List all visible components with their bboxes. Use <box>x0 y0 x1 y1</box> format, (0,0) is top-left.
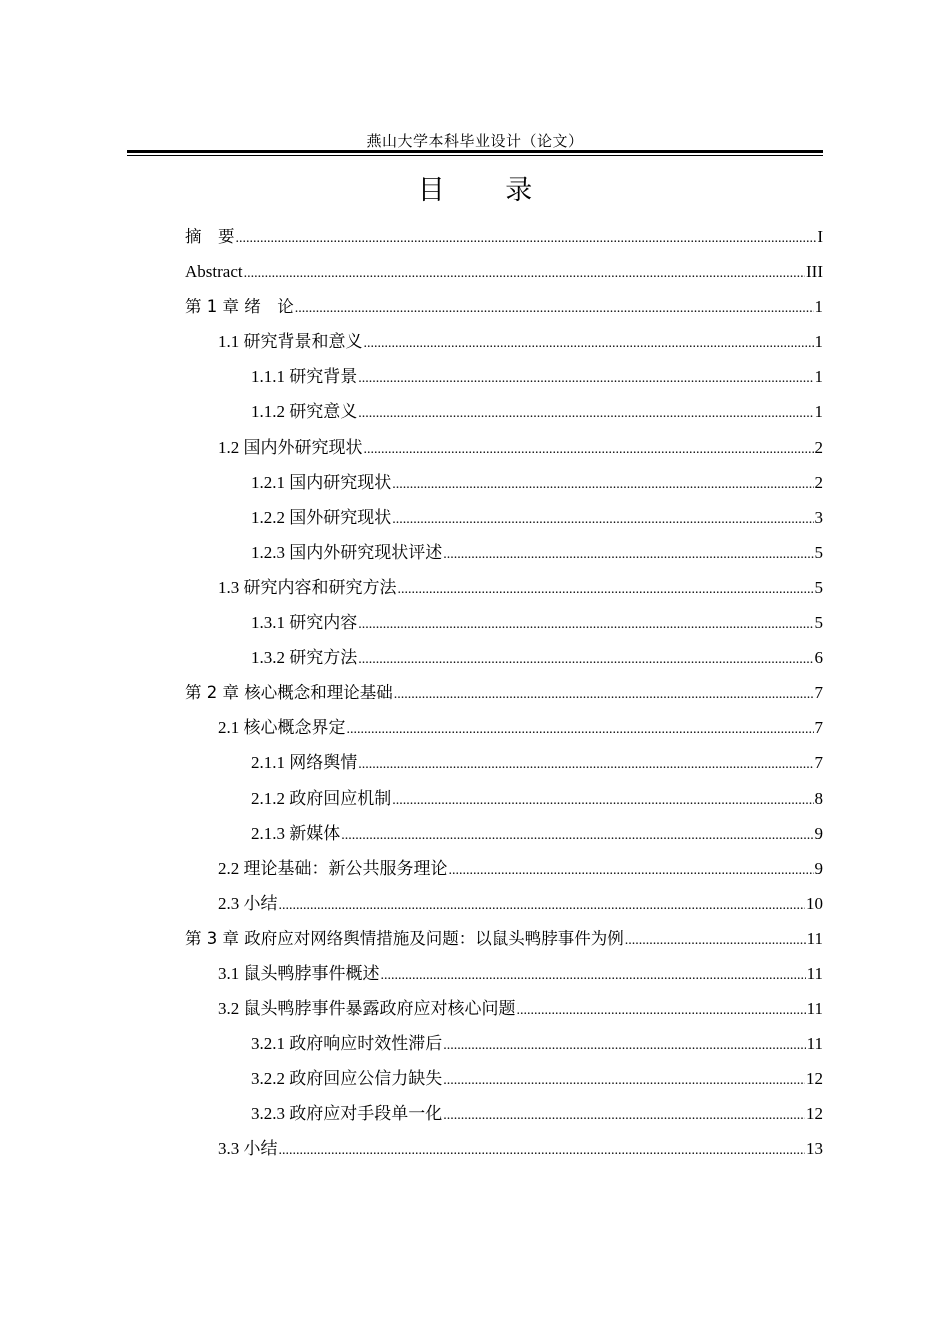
toc-entry-page-number: 13 <box>806 1139 823 1159</box>
toc-entry-page-number: I <box>817 227 823 246</box>
toc-entry-label: 2.1 核心概念界定 <box>218 718 346 738</box>
header-rule-thick <box>127 150 823 153</box>
toc-entry[interactable] <box>185 219 823 254</box>
toc-dot-leader <box>392 783 813 818</box>
toc-entry-label: 1.1.1 研究背景 <box>251 367 358 387</box>
toc-entry-label: 1.1 研究背景和意义 <box>218 332 363 352</box>
toc-entry[interactable] <box>185 1026 823 1061</box>
toc-entry-label: 3.2.3 政府应对手段单一化 <box>251 1104 443 1124</box>
toc-entry-label: Abstract <box>185 262 243 282</box>
toc-entry-label: 1.2 国内外研究现状 <box>218 437 363 457</box>
toc-entry-page-number: 5 <box>814 542 823 562</box>
toc-entry-page-number: 12 <box>806 1104 823 1124</box>
toc-dot-leader <box>358 642 813 677</box>
toc-entry-page-number: 2 <box>814 472 823 492</box>
toc-entry-label: 1.2.2 国外研究现状 <box>251 507 392 527</box>
toc-entry[interactable] <box>185 1131 823 1166</box>
toc-entry-page-number: 5 <box>814 577 823 597</box>
toc-entry-page-number: 7 <box>814 753 823 773</box>
toc-dot-leader <box>341 818 813 853</box>
toc-entry-label: 3.2 鼠头鸭脖事件暴露政府应对核心问题 <box>218 999 516 1019</box>
toc-entry[interactable] <box>185 816 823 851</box>
toc-entry[interactable] <box>185 254 823 289</box>
toc-entry-page-number: 11 <box>806 999 823 1019</box>
toc-entry-page-number: 6 <box>814 648 823 668</box>
toc-dot-leader <box>279 888 806 923</box>
toc-entry-label: 第 1 章 绪 论 <box>185 297 294 317</box>
table-of-contents <box>185 219 823 1167</box>
toc-dot-leader <box>236 221 817 256</box>
toc-entry-label: 3.2.1 政府响应时效性滞后 <box>251 1034 443 1054</box>
toc-entry[interactable] <box>185 991 823 1026</box>
document-header: 燕山大学本科毕业设计（论文） <box>366 134 584 150</box>
toc-entry-label: 2.1.3 新媒体 <box>251 823 341 843</box>
toc-dot-leader <box>392 502 813 537</box>
toc-dot-leader <box>625 923 806 958</box>
toc-entry-label: 3.3 小结 <box>218 1139 278 1159</box>
toc-entry-label: 2.2 理论基础：新公共服务理论 <box>218 858 448 878</box>
toc-entry[interactable] <box>185 640 823 675</box>
toc-dot-leader <box>449 853 814 888</box>
toc-dot-leader <box>443 1063 805 1098</box>
header-rule-thin <box>127 155 823 156</box>
toc-entry[interactable] <box>185 289 823 324</box>
toc-entry-page-number: 12 <box>806 1069 823 1089</box>
toc-dot-leader <box>381 958 806 993</box>
toc-dot-leader <box>244 256 805 291</box>
toc-entry[interactable] <box>185 710 823 745</box>
toc-entry-page-number: 9 <box>814 823 823 843</box>
toc-dot-leader <box>347 712 814 747</box>
toc-entry-label: 2.3 小结 <box>218 893 278 913</box>
toc-entry[interactable] <box>185 851 823 886</box>
toc-entry-label: 1.2.3 国内外研究现状评述 <box>251 542 443 562</box>
toc-dot-leader <box>398 572 814 607</box>
toc-dot-leader <box>394 677 814 712</box>
toc-dot-leader <box>279 1133 806 1168</box>
toc-dot-leader <box>358 396 813 431</box>
toc-entry-page-number: 1 <box>814 367 823 387</box>
toc-entry[interactable] <box>185 605 823 640</box>
toc-entry[interactable] <box>185 921 823 956</box>
toc-entry[interactable] <box>185 781 823 816</box>
toc-entry[interactable] <box>185 570 823 605</box>
toc-entry-page-number: 9 <box>814 858 823 878</box>
toc-dot-leader <box>517 993 806 1028</box>
toc-entry-label: 第 3 章 政府应对网络舆情措施及问题：以鼠头鸭脖事件为例 <box>185 928 624 948</box>
toc-entry[interactable] <box>185 500 823 535</box>
toc-entry[interactable] <box>185 394 823 429</box>
toc-entry-label: 1.1.2 研究意义 <box>251 402 358 422</box>
toc-entry-label: 2.1.2 政府回应机制 <box>251 788 392 808</box>
toc-entry-page-number: 7 <box>814 683 823 703</box>
toc-entry-page-number: 11 <box>806 1034 823 1054</box>
toc-entry-page-number: 11 <box>806 963 823 983</box>
toc-entry-label: 3.1 鼠头鸭脖事件概述 <box>218 963 380 983</box>
toc-entry-page-number: 5 <box>814 613 823 633</box>
toc-entry-label: 第 2 章 核心概念和理论基础 <box>185 683 393 703</box>
toc-entry-page-number: 8 <box>814 788 823 808</box>
toc-dot-leader <box>358 747 813 782</box>
toc-entry-label: 3.2.2 政府回应公信力缺失 <box>251 1069 443 1089</box>
toc-entry[interactable] <box>185 675 823 710</box>
toc-title: 目 录 <box>417 175 559 206</box>
toc-dot-leader <box>364 432 814 467</box>
toc-entry[interactable] <box>185 1096 823 1131</box>
toc-entry[interactable] <box>185 1061 823 1096</box>
toc-entry-page-number: 3 <box>814 507 823 527</box>
toc-dot-leader <box>364 326 814 361</box>
toc-entry[interactable] <box>185 535 823 570</box>
toc-entry[interactable] <box>185 745 823 780</box>
toc-entry-label: 1.3 研究内容和研究方法 <box>218 577 397 597</box>
toc-dot-leader <box>443 1028 805 1063</box>
toc-entry-page-number: 2 <box>814 437 823 457</box>
toc-entry-page-number: 11 <box>806 928 823 948</box>
toc-entry[interactable] <box>185 956 823 991</box>
toc-dot-leader <box>392 467 813 502</box>
toc-entry-label: 1.3.2 研究方法 <box>251 648 358 668</box>
toc-entry-label: 摘 要 <box>185 227 235 246</box>
toc-entry-page-number: 10 <box>806 893 823 913</box>
toc-entry[interactable] <box>185 324 823 359</box>
toc-entry-label: 1.3.1 研究内容 <box>251 613 358 633</box>
toc-dot-leader <box>295 291 814 326</box>
toc-entry[interactable] <box>185 430 823 465</box>
toc-entry-page-number: 1 <box>814 402 823 422</box>
toc-entry-page-number: 1 <box>814 297 823 317</box>
toc-dot-leader <box>358 361 813 396</box>
toc-entry[interactable] <box>185 886 823 921</box>
toc-entry-page-number: 1 <box>814 332 823 352</box>
toc-entry-label: 1.2.1 国内研究现状 <box>251 472 392 492</box>
toc-entry[interactable] <box>185 465 823 500</box>
toc-dot-leader <box>443 1098 805 1133</box>
toc-entry-page-number: 7 <box>814 718 823 738</box>
toc-entry-page-number: III <box>806 262 823 282</box>
toc-dot-leader <box>443 537 813 572</box>
toc-entry-label: 2.1.1 网络舆情 <box>251 753 358 773</box>
toc-dot-leader <box>358 607 813 642</box>
toc-entry[interactable] <box>185 359 823 394</box>
